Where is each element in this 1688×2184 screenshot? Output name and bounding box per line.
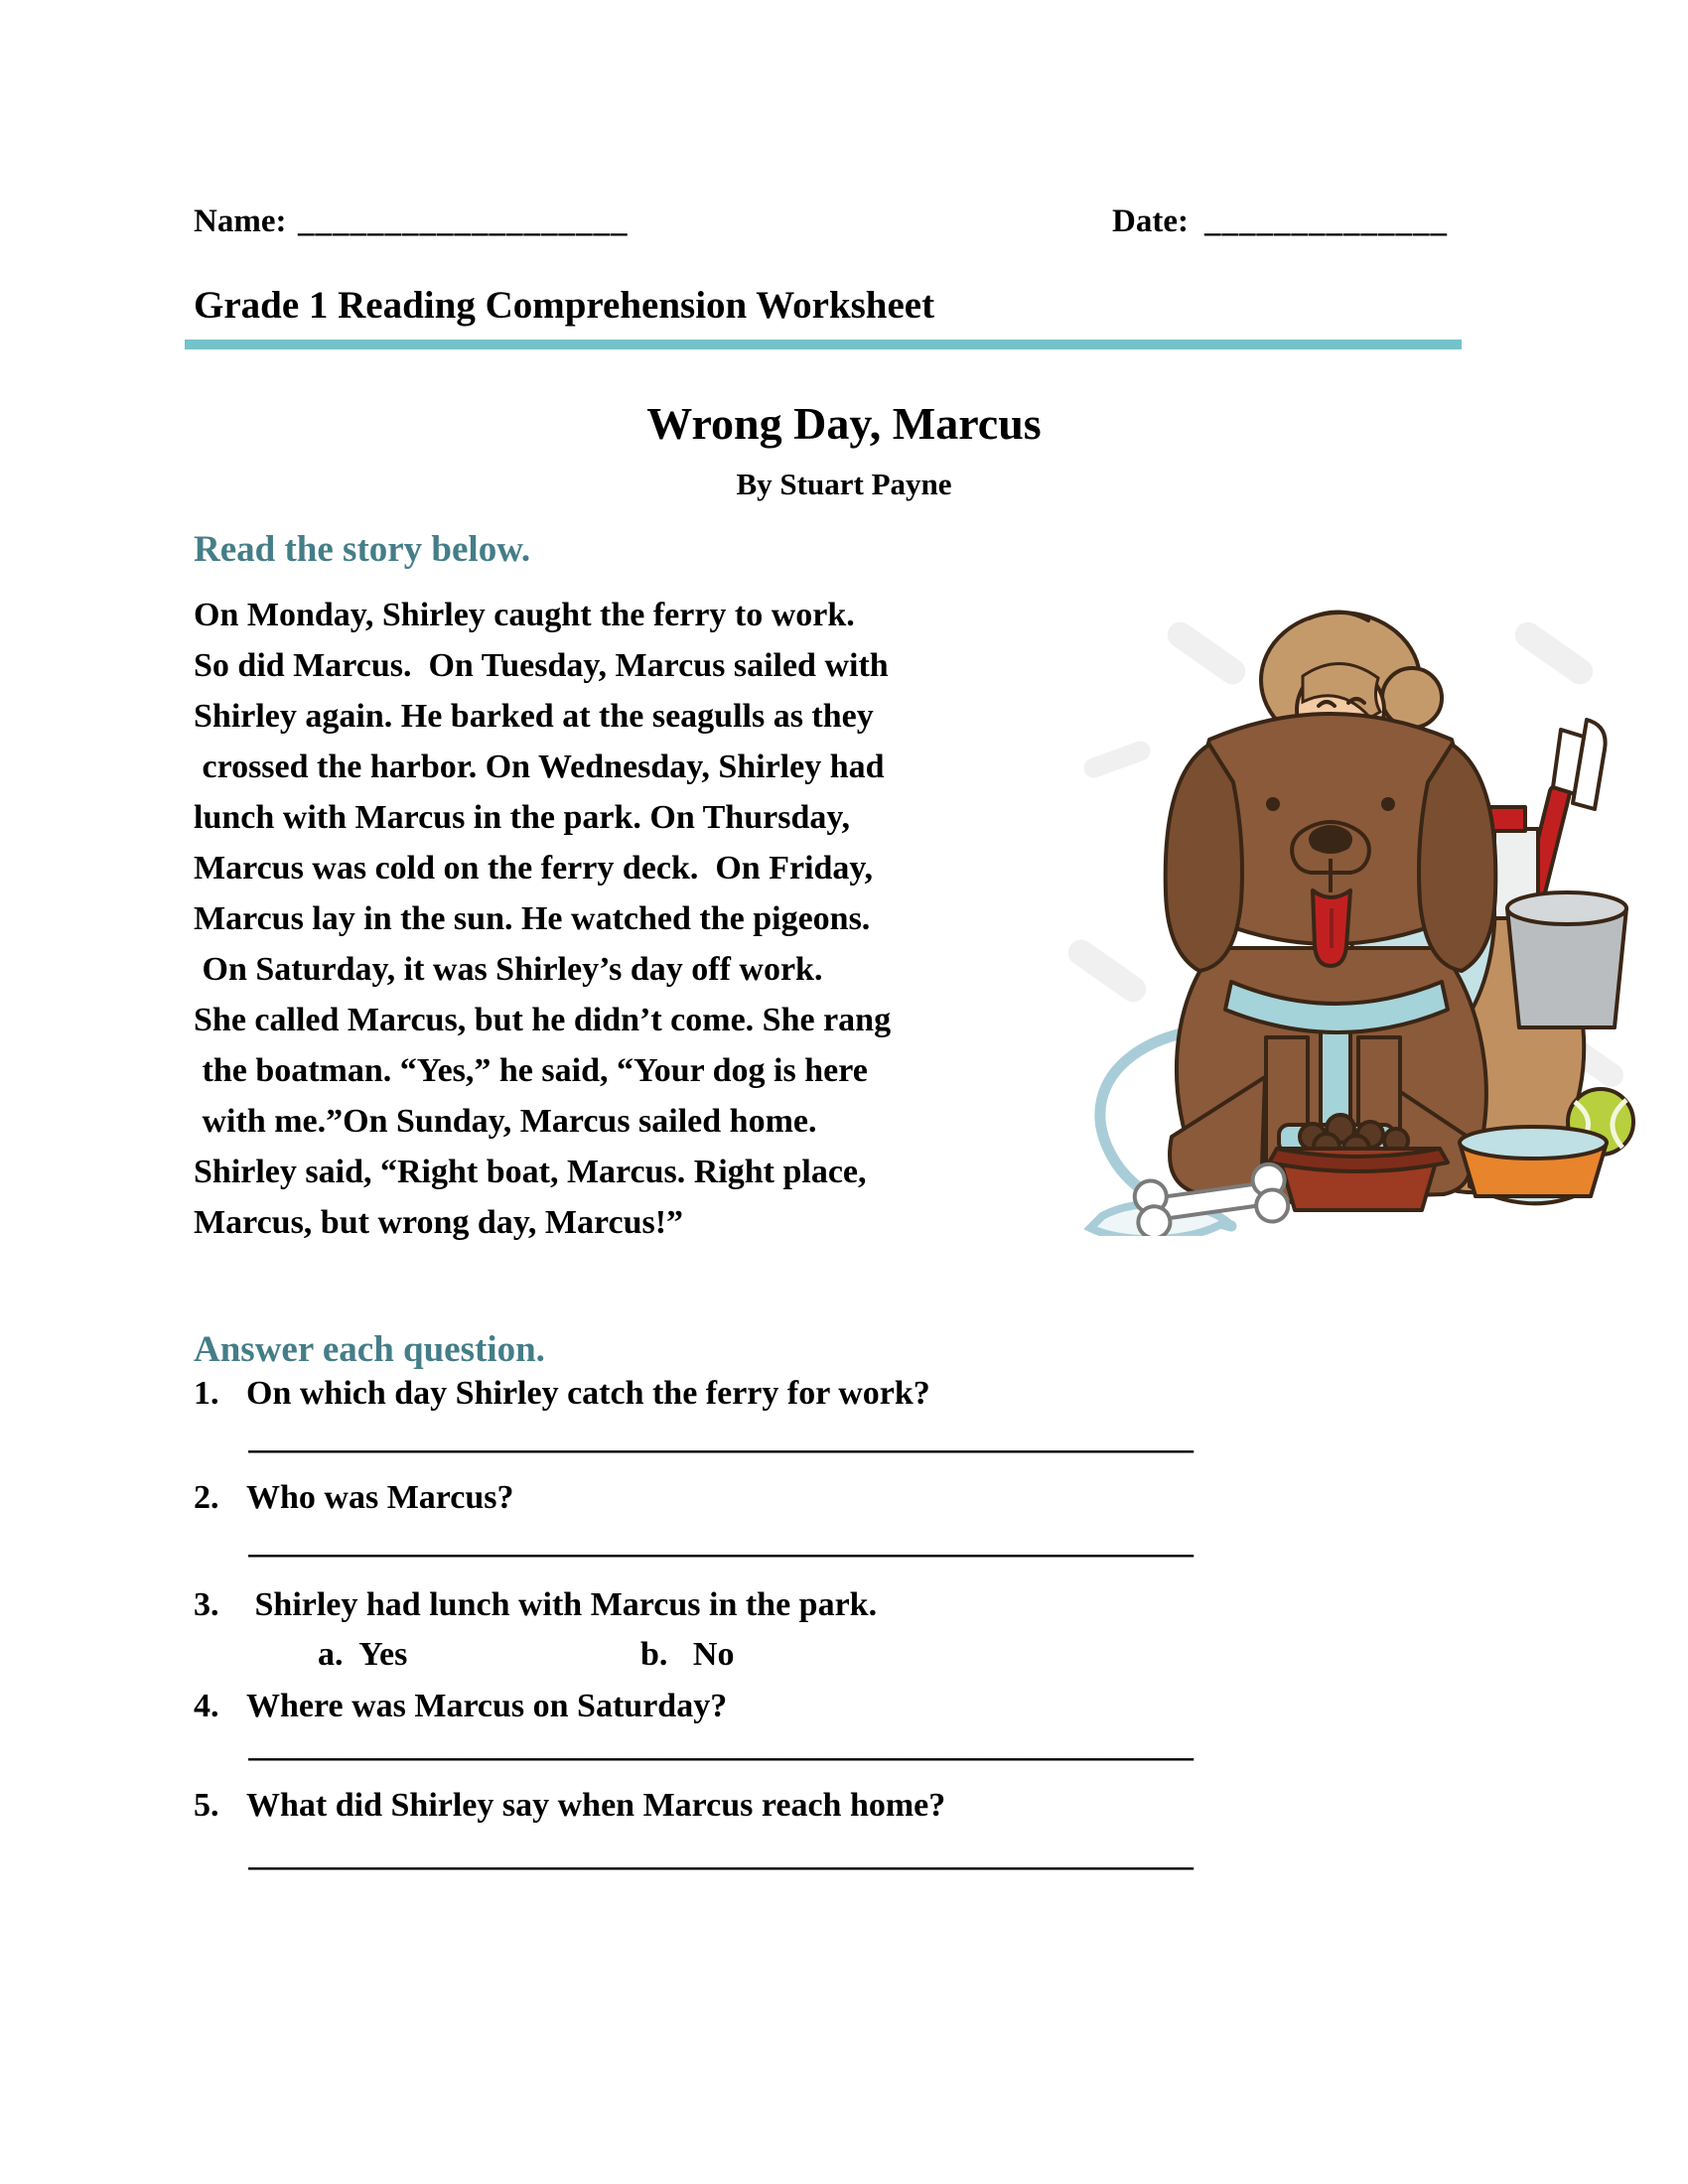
question-2-number: 2. — [194, 1479, 219, 1516]
story-line: crossed the harbor. On Wednesday, Shirley had — [194, 749, 885, 785]
title-divider-rule — [185, 340, 1462, 349]
name-label: Name: — [194, 204, 287, 239]
question-4-text: Where was Marcus on Saturday? — [246, 1688, 728, 1724]
read-story-heading: Read the story below. — [194, 529, 531, 570]
question-1-text: On which day Shirley catch the ferry for work? — [246, 1375, 930, 1412]
story-line: with me.”On Sunday, Marcus sailed home. — [194, 1103, 817, 1140]
story-line: Marcus lay in the sun. He watched the pigeons. — [194, 900, 871, 937]
story-title: Wrong Day, Marcus — [646, 398, 1042, 449]
question-5-text: What did Shirley say when Marcus reach home? — [246, 1787, 946, 1824]
question-5-number: 5. — [194, 1787, 219, 1824]
story-line: the boatman. “Yes,” he said, “Your dog is here — [194, 1052, 868, 1089]
question-2-answer-line: ________________________________________________________ — [248, 1524, 1194, 1561]
dog-eye — [1381, 797, 1395, 811]
question-2-text: Who was Marcus? — [246, 1479, 514, 1516]
story-line: Shirley said, “Right boat, Marcus. Right place, — [194, 1154, 867, 1190]
story-text — [194, 590, 1057, 1248]
story-line: Marcus was cold on the ferry deck. On Friday, — [194, 850, 874, 887]
question-3-option-a: a. Yes — [318, 1636, 408, 1673]
question-3-number: 3. — [194, 1586, 219, 1623]
story-byline: By Stuart Payne — [736, 467, 952, 501]
story-line: Marcus, but wrong day, Marcus!” — [194, 1204, 684, 1241]
dog-hug-illustration — [1043, 581, 1648, 1236]
story-line: On Monday, Shirley caught the ferry to work. — [194, 597, 855, 633]
worksheet-title: Grade 1 Reading Comprehension Worksheet — [194, 284, 935, 327]
question-4-answer-line: ________________________________________________________ — [248, 1727, 1194, 1764]
dog-ear — [1419, 745, 1495, 971]
question-5-answer-line: ________________________________________________________ — [248, 1837, 1194, 1873]
story-line: So did Marcus. On Tuesday, Marcus sailed with — [194, 647, 889, 684]
question-3-text: Shirley had lunch with Marcus in the park. — [246, 1586, 878, 1623]
date-label: Date: — [1112, 204, 1189, 239]
date-blank-line: ______________ — [1204, 204, 1448, 239]
name-blank-line: ___________________ — [298, 204, 629, 239]
water-bowl — [1460, 1127, 1607, 1196]
question-1-number: 1. — [194, 1375, 219, 1412]
question-1-answer-line: ________________________________________________________ — [248, 1420, 1194, 1456]
dog-eye — [1266, 797, 1280, 811]
answer-questions-heading: Answer each question. — [194, 1329, 545, 1370]
story-line: She called Marcus, but he didn’t come. She rang — [194, 1002, 892, 1038]
story-line: lunch with Marcus in the park. On Thursday, — [194, 799, 850, 836]
dog-ear — [1166, 745, 1242, 971]
story-line: Shirley again. He barked at the seagulls as they — [194, 698, 874, 735]
story-line: On Saturday, it was Shirley’s day off work. — [194, 951, 823, 988]
question-3-option-b: b. No — [640, 1636, 735, 1673]
question-4-number: 4. — [194, 1688, 219, 1724]
